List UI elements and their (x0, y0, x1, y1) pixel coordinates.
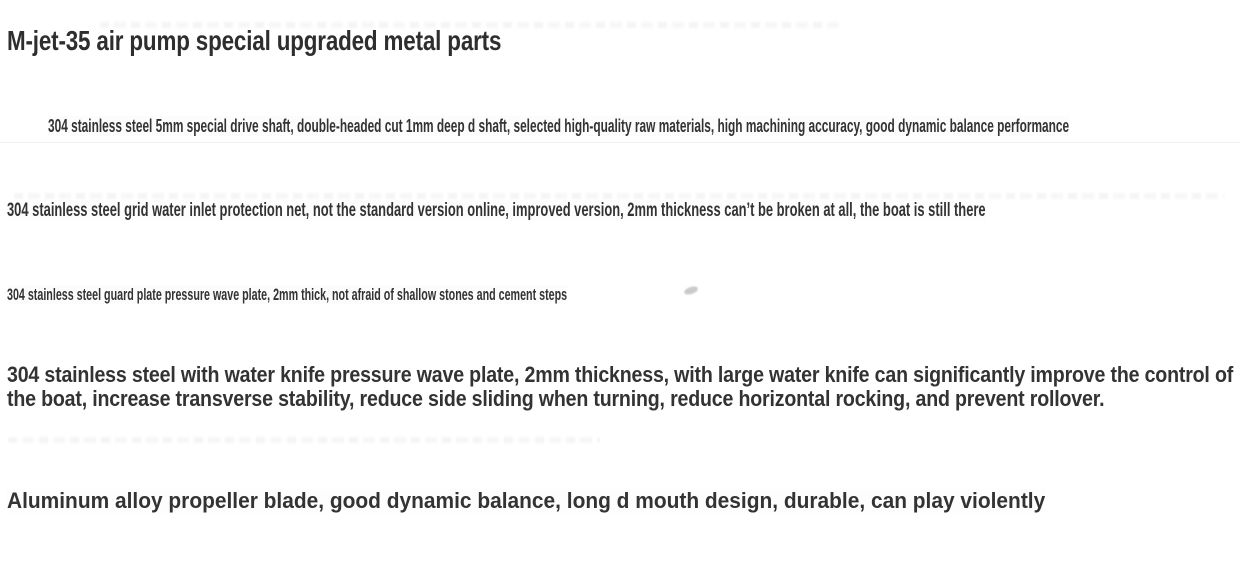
ghost-text-artifact (8, 437, 600, 443)
feature-drive-shaft: 304 stainless steel 5mm special drive shaft, double-headed cut 1mm deep d shaft, selected high-quality raw materials, high machining accuracy, good dynamic balance performance (48, 116, 1070, 136)
overlay-edge-artifact (0, 142, 1240, 143)
page-title: M-jet-35 air pump special upgraded metal parts (7, 25, 502, 56)
feature-guard-plate: 304 stainless steel guard plate pressure wave plate, 2mm thick, not afraid of shallow stones and cement steps (7, 285, 568, 304)
feature-water-knife-plate: 304 stainless steel with water knife pressure wave plate, 2mm thickness, with large water knife can significantly improve the control of the boat, increase transverse stability, reduce side sliding when turning, reduce horizontal rocking, and prevent rollover. (7, 362, 1234, 411)
feature-inlet-protection-net: 304 stainless steel grid water inlet protection net, not the standard version online, improved version, 2mm thickness can’t be broken at all, the boat is still there (7, 200, 986, 221)
ghost-text-artifact (14, 193, 1224, 199)
cursor-smudge-artifact (683, 285, 698, 295)
feature-propeller-blade: Aluminum alloy propeller blade, good dynamic balance, long d mouth design, durable, can play violently (7, 488, 1046, 513)
